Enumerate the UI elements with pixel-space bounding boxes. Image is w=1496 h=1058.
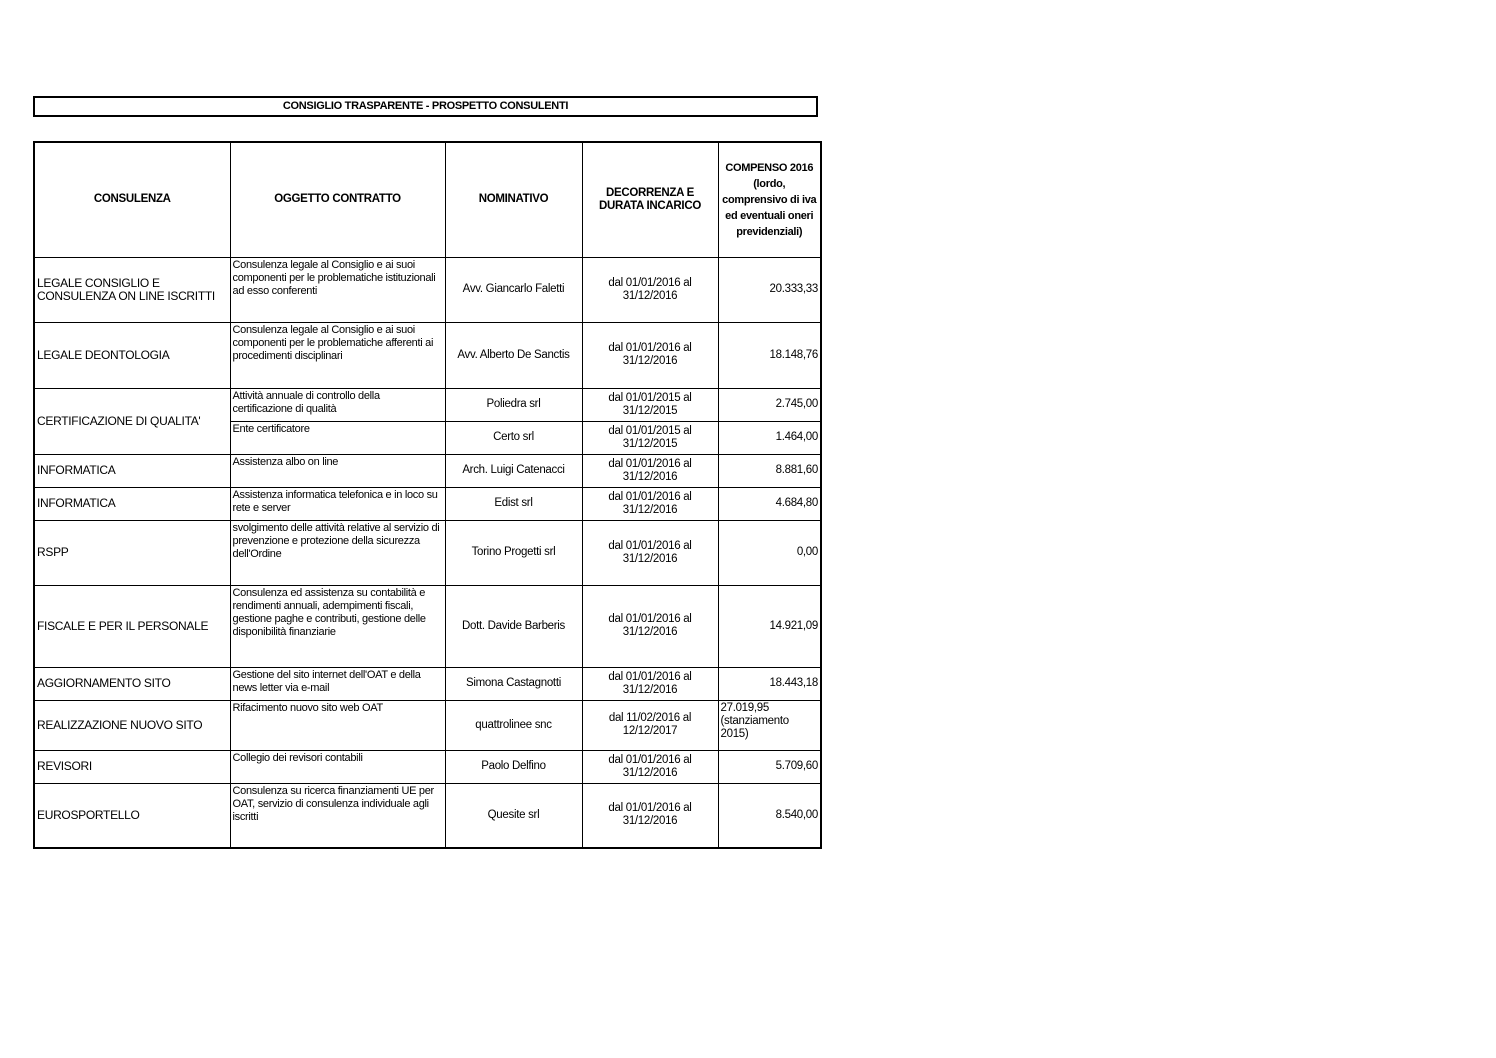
cell-decorrenza: dal 01/01/2016 al 31/12/2016 [582, 257, 718, 322]
header-decorrenza: DECORRENZA E DURATA INCARICO [582, 142, 718, 257]
consultants-table [33, 141, 822, 849]
table-row [34, 257, 821, 322]
cell-decorrenza: dal 01/01/2016 al 31/12/2016 [582, 585, 718, 667]
cell-nominativo: Edist srl [445, 487, 582, 520]
cell-oggetto: Attività annuale di controllo della certificazione di qualità [230, 388, 445, 421]
cell-consulenza: FISCALE E PER IL PERSONALE [34, 585, 230, 667]
cell-consulenza: LEGALE DEONTOLOGIA [34, 322, 230, 388]
header-row [34, 142, 821, 257]
cell-consulenza: INFORMATICA [34, 487, 230, 520]
cell-compenso: 5.709,60 [718, 750, 821, 783]
cell-decorrenza: dal 01/01/2016 al 31/12/2016 [582, 783, 718, 848]
cell-consulenza: EUROSPORTELLO [34, 783, 230, 848]
cell-compenso: 14.921,09 [718, 585, 821, 667]
table-row [34, 750, 821, 783]
table-row [34, 388, 821, 421]
cell-decorrenza: dal 01/01/2016 al 31/12/2016 [582, 520, 718, 585]
cell-oggetto: Gestione del sito internet dell'OAT e della news letter via e-mail [230, 667, 445, 700]
cell-nominativo: Avv. Giancarlo Faletti [445, 257, 582, 322]
cell-nominativo: quattrolinee snc [445, 700, 582, 750]
cell-decorrenza: dal 01/01/2016 al 31/12/2016 [582, 750, 718, 783]
cell-oggetto: svolgimento delle attività relative al servizio di prevenzione e protezione della sicurezza dell'Ordine [230, 520, 445, 585]
header-nominativo: NOMINATIVO [445, 142, 582, 257]
cell-nominativo: Certo srl [445, 421, 582, 454]
cell-oggetto: Consulenza ed assistenza su contabilità e rendimenti annuali, adempimenti fiscali, gestione paghe e contributi, gestione delle disponibilità finanziarie [230, 585, 445, 667]
cell-consulenza: REALIZZAZIONE NUOVO SITO [34, 700, 230, 750]
cell-compenso: 8.540,00 [718, 783, 821, 848]
cell-decorrenza: dal 11/02/2016 al 12/12/2017 [582, 700, 718, 750]
cell-consulenza: INFORMATICA [34, 454, 230, 487]
cell-compenso: 18.443,18 [718, 667, 821, 700]
cell-nominativo: Torino Progetti srl [445, 520, 582, 585]
header-compenso: COMPENSO 2016 (lordo, comprensivo di iva ed eventuali oneri previdenziali) [718, 142, 821, 257]
document-title: CONSIGLIO TRASPARENTE - PROSPETTO CONSULENTI [33, 96, 818, 117]
cell-decorrenza: dal 01/01/2016 al 31/12/2016 [582, 322, 718, 388]
cell-decorrenza: dal 01/01/2015 al 31/12/2015 [582, 421, 718, 454]
cell-compenso: 8.881,60 [718, 454, 821, 487]
table-row [34, 487, 821, 520]
table-row [34, 667, 821, 700]
table-row [34, 783, 821, 848]
cell-oggetto: Collegio dei revisori contabili [230, 750, 445, 783]
table-row [34, 322, 821, 388]
cell-oggetto: Assistenza informatica telefonica e in loco su rete e server [230, 487, 445, 520]
table-row [34, 454, 821, 487]
cell-compenso: 20.333,33 [718, 257, 821, 322]
cell-oggetto: Assistenza albo on line [230, 454, 445, 487]
cell-consulenza: CERTIFICAZIONE DI QUALITA' [34, 388, 230, 454]
cell-consulenza: AGGIORNAMENTO SITO [34, 667, 230, 700]
cell-consulenza: LEGALE CONSIGLIO E CONSULENZA ON LINE ISCRITTI [34, 257, 230, 322]
cell-oggetto: Consulenza legale al Consiglio e ai suoi componenti per le problematiche afferenti ai procedimenti disciplinari [230, 322, 445, 388]
cell-compenso: 0,00 [718, 520, 821, 585]
header-consulenza: CONSULENZA [34, 142, 230, 257]
cell-decorrenza: dal 01/01/2016 al 31/12/2016 [582, 487, 718, 520]
cell-consulenza: REVISORI [34, 750, 230, 783]
cell-decorrenza: dal 01/01/2015 al 31/12/2015 [582, 388, 718, 421]
cell-consulenza: RSPP [34, 520, 230, 585]
cell-compenso: 4.684,80 [718, 487, 821, 520]
table-row [34, 520, 821, 585]
cell-compenso: 1.464,00 [718, 421, 821, 454]
cell-nominativo: Simona Castagnotti [445, 667, 582, 700]
cell-nominativo: Avv. Alberto De Sanctis [445, 322, 582, 388]
table-row [34, 700, 821, 750]
table-row [34, 585, 821, 667]
cell-nominativo: Poliedra srl [445, 388, 582, 421]
cell-nominativo: Quesite srl [445, 783, 582, 848]
cell-oggetto: Ente certificatore [230, 421, 445, 454]
cell-oggetto: Consulenza su ricerca finanziamenti UE per OAT, servizio di consulenza individuale agli iscritti [230, 783, 445, 848]
cell-oggetto: Consulenza legale al Consiglio e ai suoi componenti per le problematiche istituzionali ad esso conferenti [230, 257, 445, 322]
cell-compenso: 2.745,00 [718, 388, 821, 421]
cell-decorrenza: dal 01/01/2016 al 31/12/2016 [582, 667, 718, 700]
cell-decorrenza: dal 01/01/2016 al 31/12/2016 [582, 454, 718, 487]
cell-oggetto: Rifacimento nuovo sito web OAT [230, 700, 445, 750]
header-oggetto: OGGETTO CONTRATTO [230, 142, 445, 257]
cell-nominativo: Paolo Delfino [445, 750, 582, 783]
cell-nominativo: Arch. Luigi Catenacci [445, 454, 582, 487]
cell-compenso: 18.148,76 [718, 322, 821, 388]
cell-compenso: 27.019,95 (stanziamento 2015) [718, 700, 821, 750]
cell-nominativo: Dott. Davide Barberis [445, 585, 582, 667]
